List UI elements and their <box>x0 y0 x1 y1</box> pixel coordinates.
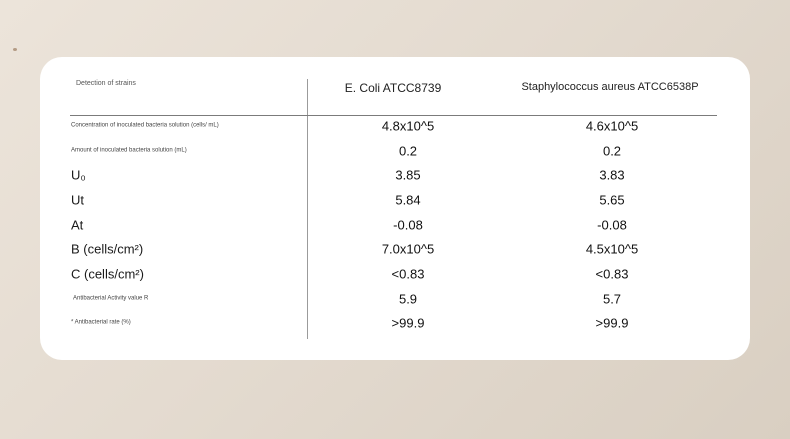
row-label: U₀ <box>71 167 86 183</box>
row-label: Concentration of inoculated bacteria solution (cells/ mL) <box>71 122 219 129</box>
staph-value: 5.7 <box>602 291 622 307</box>
results-table-card <box>40 57 750 360</box>
ecoli-value: <0.83 <box>391 266 425 282</box>
staph-value: 0.2 <box>602 143 622 159</box>
row-label: At <box>71 217 84 233</box>
table-row <box>40 188 750 212</box>
staph-value: <0.83 <box>595 266 629 282</box>
table-row <box>40 237 750 261</box>
row-label: C (cells/cm²) <box>71 266 144 282</box>
column-header-staph: Staphylococcus aureus ATCC6538P <box>521 81 699 93</box>
table-row <box>40 213 750 237</box>
ecoli-value: 5.9 <box>398 291 418 307</box>
table-row <box>40 311 750 335</box>
ecoli-value: 7.0x10^5 <box>381 241 435 257</box>
background-speck <box>13 48 17 51</box>
table-row <box>40 163 750 187</box>
row-label: Antibacterial Activity value R <box>73 295 149 302</box>
table-row <box>40 262 750 286</box>
ecoli-value: 3.85 <box>395 167 421 183</box>
staph-value: -0.08 <box>597 217 627 233</box>
table-row <box>40 139 750 163</box>
staph-value: 4.5x10^5 <box>585 241 639 257</box>
row-label: Amount of inoculated bacteria solution (mL) <box>71 147 187 154</box>
ecoli-value: 4.8x10^5 <box>381 118 435 134</box>
row-label: * Antibacterial rate (%) <box>71 319 131 326</box>
ecoli-value: >99.9 <box>391 315 425 331</box>
ecoli-value: 5.84 <box>395 192 421 208</box>
staph-value: >99.9 <box>595 315 629 331</box>
row-label: B (cells/cm²) <box>71 241 144 257</box>
table-row <box>40 114 750 138</box>
ecoli-value: -0.08 <box>393 217 423 233</box>
staph-value: 5.65 <box>599 192 625 208</box>
table-row <box>40 287 750 311</box>
strains-header-label: Detection of strains <box>76 80 136 87</box>
ecoli-value: 0.2 <box>398 143 418 159</box>
staph-value: 3.83 <box>599 167 625 183</box>
column-header-ecoli: E. Coli ATCC8739 <box>344 81 442 95</box>
staph-value: 4.6x10^5 <box>585 118 639 134</box>
row-label: Ut <box>71 192 84 208</box>
